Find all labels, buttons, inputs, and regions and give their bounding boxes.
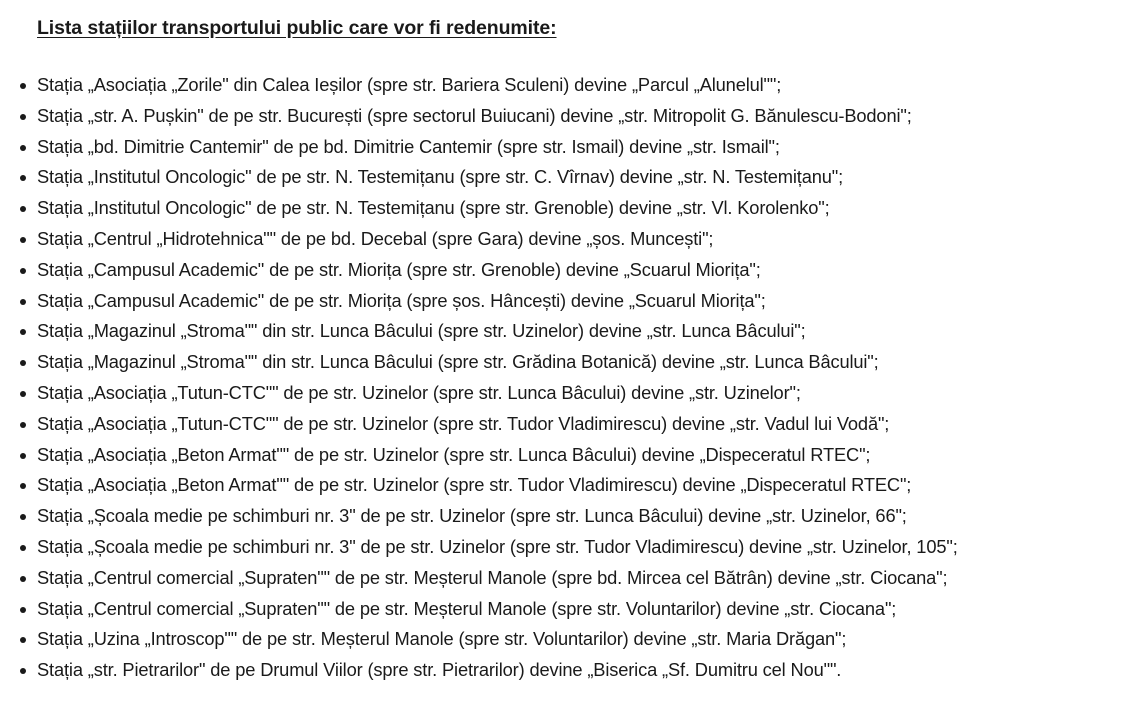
list-item (37, 532, 1143, 563)
list-item (37, 316, 1143, 347)
list-item-text: Stația „Magazinul „Stroma"" din str. Lunca Bâcului (spre str. Uzinelor) devine „str. Lunca Bâcului"; (37, 320, 806, 342)
list-item (37, 470, 1143, 501)
list-item-text: Stația „Centrul comercial „Supraten"" de pe str. Meșterul Manole (spre bd. Mircea cel Bătrân) devine „str. Ciocana"; (37, 566, 948, 588)
list-item-text: Stația „Asociația „Beton Armat"" de pe str. Uzinelor (spre str. Tudor Vladimirescu) devine „Dispeceratul RTEC"; (37, 474, 912, 496)
list-item (37, 70, 1143, 101)
list-item (37, 162, 1143, 193)
bullet-icon (20, 483, 26, 489)
list-item-text: Stația „Școala medie pe schimburi nr. 3" de pe str. Uzinelor (spre str. Lunca Bâcului) devine „str. Uzinelor, 66"; (37, 505, 907, 527)
list-item (37, 501, 1143, 532)
list-item (37, 624, 1143, 655)
bullet-icon (20, 145, 26, 151)
list-heading: Lista stațiilor transportului public care vor fi redenumite: (37, 17, 557, 39)
bullet-icon (20, 360, 26, 366)
list-item (37, 347, 1143, 378)
list-item-text: Stația „Școala medie pe schimburi nr. 3" de pe str. Uzinelor (spre str. Tudor Vladimirescu) devine „str. Uzinelor, 105"; (37, 535, 958, 557)
list-item-text: Stația „Centrul „Hidrotehnica"" de pe bd. Decebal (spre Gara) devine „șos. Muncești"; (37, 227, 714, 249)
list-item-text: Stația „Magazinul „Stroma"" din str. Lunca Bâcului (spre str. Grădina Botanică) devine „str. Lunca Bâcului"; (37, 351, 879, 373)
list-item-text: Stația „Asociația „Tutun-CTC"" de pe str. Uzinelor (spre str. Tudor Vladimirescu) devine „str. Vadul lui Vodă"; (37, 412, 890, 434)
list-item-text: Stația „Centrul comercial „Supraten"" de pe str. Meșterul Manole (spre str. Voluntarilor) devine „str. Ciocana"; (37, 597, 897, 619)
list-item-text: Stația „Uzina „Introscop"" de pe str. Meșterul Manole (spre str. Voluntarilor) devine „str. Maria Drăgan"; (37, 628, 847, 650)
list-item (37, 378, 1143, 409)
bullet-icon (20, 453, 26, 459)
bullet-icon (20, 668, 26, 674)
list-item (37, 286, 1143, 317)
list-item (37, 409, 1143, 440)
bullet-icon (20, 422, 26, 428)
bullet-icon (20, 175, 26, 181)
list-item-text: Stația „str. Pietrarilor" de pe Drumul Viilor (spre str. Pietrarilor) devine „Biserica „Sf. Dumitru cel Nou"". (37, 659, 842, 681)
list-item (37, 101, 1143, 132)
bullet-icon (20, 391, 26, 397)
bullet-icon (20, 299, 26, 305)
list-item (37, 594, 1143, 625)
list-item-text: Stația „Campusul Academic" de pe str. Miorița (spre șos. Hâncești) devine „Scuarul Miorița"; (37, 289, 766, 311)
list-item-text: Stația „Institutul Oncologic" de pe str. N. Testemițanu (spre str. Grenoble) devine „str. Vl. Korolenko"; (37, 197, 830, 219)
bullet-icon (20, 206, 26, 212)
list-item (37, 132, 1143, 163)
bullet-icon (20, 237, 26, 243)
list-item-text: Stația „Asociația „Tutun-CTC"" de pe str. Uzinelor (spre str. Lunca Bâcului) devine „str. Uzinelor"; (37, 381, 801, 403)
bullet-icon (20, 607, 26, 613)
bullet-icon (20, 545, 26, 551)
list-item-text: Stația „Campusul Academic" de pe str. Miorița (spre str. Grenoble) devine „Scuarul Miorița"; (37, 258, 761, 280)
bullet-icon (20, 637, 26, 643)
station-rename-list (37, 70, 1143, 686)
bullet-icon (20, 514, 26, 520)
list-item-text: Stația „str. A. Pușkin" de pe str. București (spre sectorul Buiucani) devine „str. Mitropolit G. Bănulescu-Bodoni"; (37, 104, 912, 126)
bullet-icon (20, 114, 26, 120)
list-item-text: Stația „bd. Dimitrie Cantemir" de pe bd. Dimitrie Cantemir (spre str. Ismail) devine „str. Ismail"; (37, 135, 780, 157)
bullet-icon (20, 268, 26, 274)
list-item (37, 563, 1143, 594)
list-item (37, 655, 1143, 686)
list-item (37, 193, 1143, 224)
list-item-text: Stația „Asociația „Zorile" din Calea Ieșilor (spre str. Bariera Sculeni) devine „Parcul „Alunelul""; (37, 74, 782, 95)
list-item (37, 440, 1143, 471)
list-item (37, 224, 1143, 255)
bullet-icon (20, 576, 26, 582)
list-item-text: Stația „Asociația „Beton Armat"" de pe str. Uzinelor (spre str. Lunca Bâcului) devine „Dispeceratul RTEC"; (37, 443, 871, 465)
list-item-text: Stația „Institutul Oncologic" de pe str. N. Testemițanu (spre str. C. Vîrnav) devine „str. N. Testemițanu"; (37, 166, 844, 188)
list-item (37, 255, 1143, 286)
bullet-icon (20, 83, 26, 89)
bullet-icon (20, 329, 26, 335)
